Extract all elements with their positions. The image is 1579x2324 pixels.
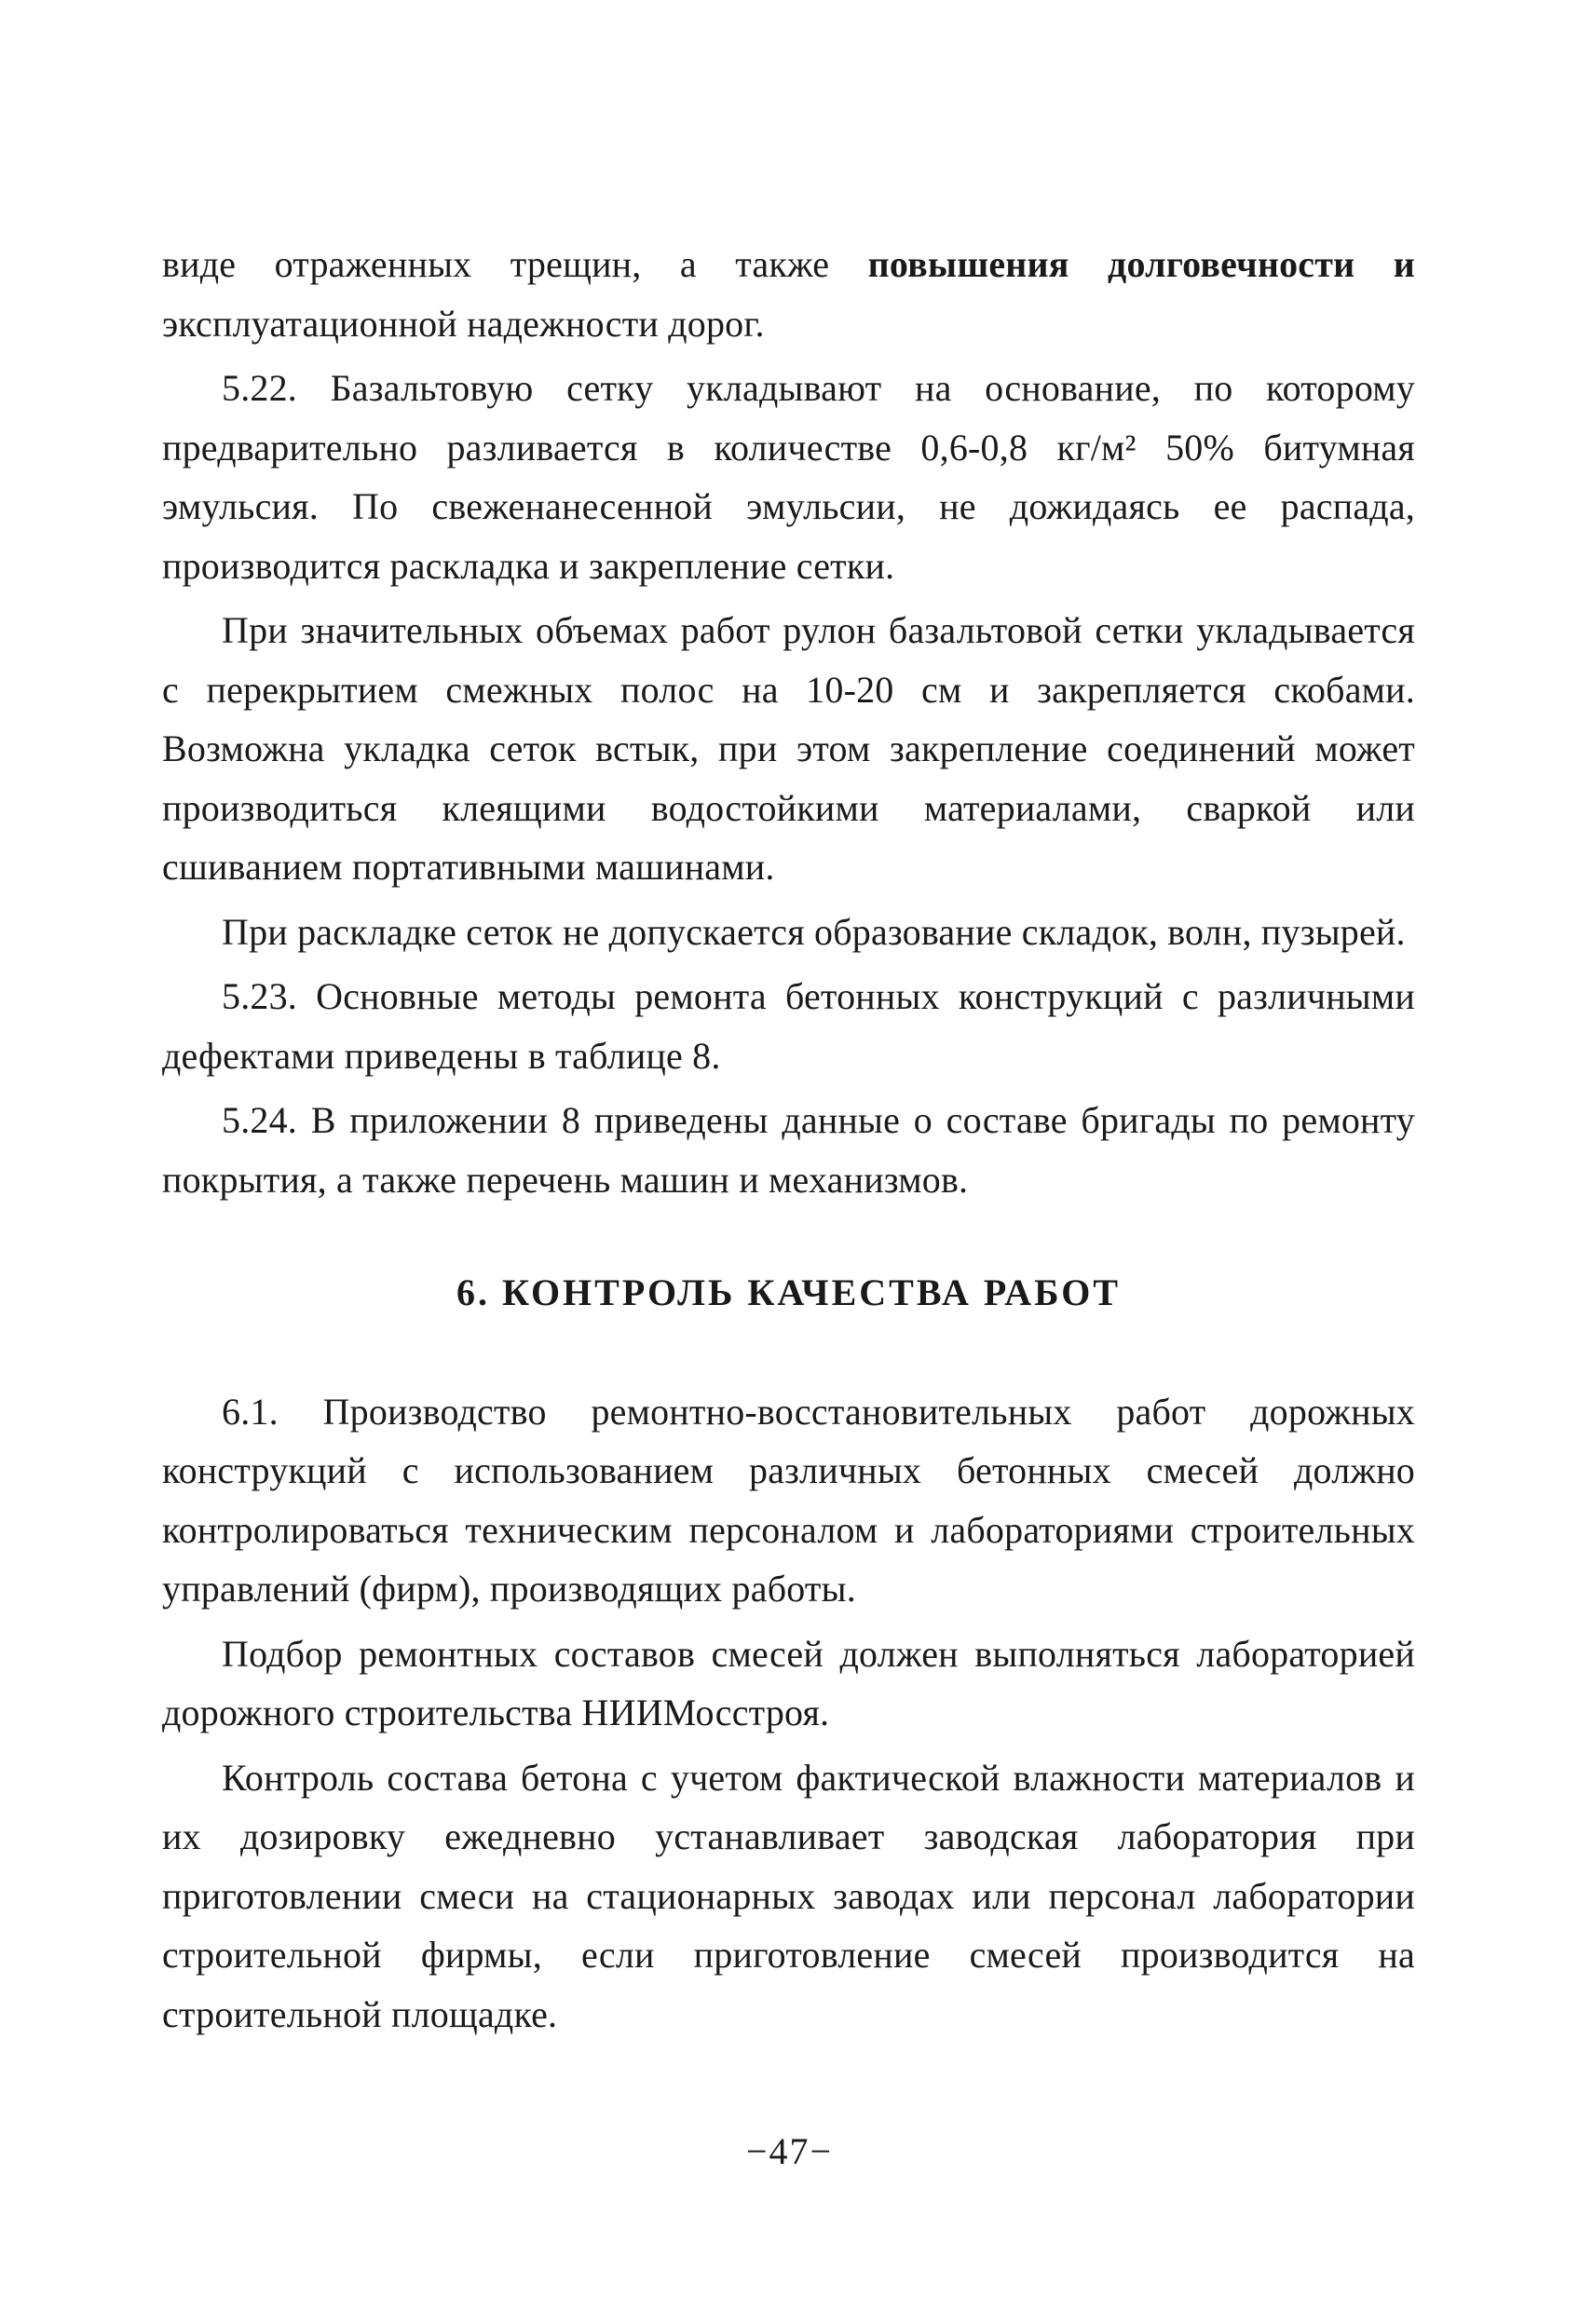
paragraph-continuation-start: виде отраженных трещин, а также xyxy=(162,243,868,285)
page-body xyxy=(162,235,1415,2044)
paragraph-5-23: 5.23. Основные методы ремонта бетонных конструкций с различными дефектами приведены в таблице 8. xyxy=(162,975,1415,1077)
paragraph-rulon: При значительных объемах работ рулон базальтовой сетки укладывается с перекрытием смежных полос на 10-20 см и закрепляется скобами. Возможна укладка сеток встык, при этом закрепление соединений может производиться клеящими водостойкими материалами, сваркой или сшиванием портативными машинами. xyxy=(162,609,1415,888)
page-number: −47− xyxy=(745,2130,834,2172)
paragraph-continuation-end: эксплуатационной надежности дорог. xyxy=(162,302,765,345)
paragraph-skladki: При раскладке сеток не допускается образование складок, волн, пузырей. xyxy=(222,910,1406,953)
paragraph-kontrol: Контроль состава бетона с учетом фактической влажности материалов и их дозировку ежедневно устанавливает заводская лаборатория при приготовлении смеси на стационарных заводах или персонал лаборатории строительной фирмы, если приготовление смесей производится на строительной площадке. xyxy=(162,1756,1415,2035)
paragraph-5-24: 5.24. В приложении 8 приведены данные о составе бригады по ремонту покрытия, а также перечень машин и механизмов. xyxy=(162,1099,1415,1201)
paragraph-continuation xyxy=(162,235,1415,353)
section-heading: 6. КОНТРОЛЬ КАЧЕСТВА РАБОТ xyxy=(456,1271,1122,1313)
paragraph-podbor: Подбор ремонтных составов смесей должен выполняться лабораторией дорожного строительства НИИМосстроя. xyxy=(162,1632,1415,1733)
paragraph-5-22: 5.22. Базальтовую сетку укладывают на основание, по которому предварительно разливается в количестве 0,6-0,8 кг/м² 50% битумная эмульсия. По свеженанесенной эмульсии, не дожидаясь ее распада, производится раскладка и закрепление сетки. xyxy=(162,367,1415,587)
paragraph-6-1: 6.1. Производство ремонтно-восстановительных работ дорожных конструкций с использованием различных бетонных смесей должно контролироваться техническим персоналом и лабораториями строительных управлений (фирм), производящих работы. xyxy=(162,1390,1415,1610)
bold-phrase: повышения долговечности и xyxy=(867,243,1415,285)
